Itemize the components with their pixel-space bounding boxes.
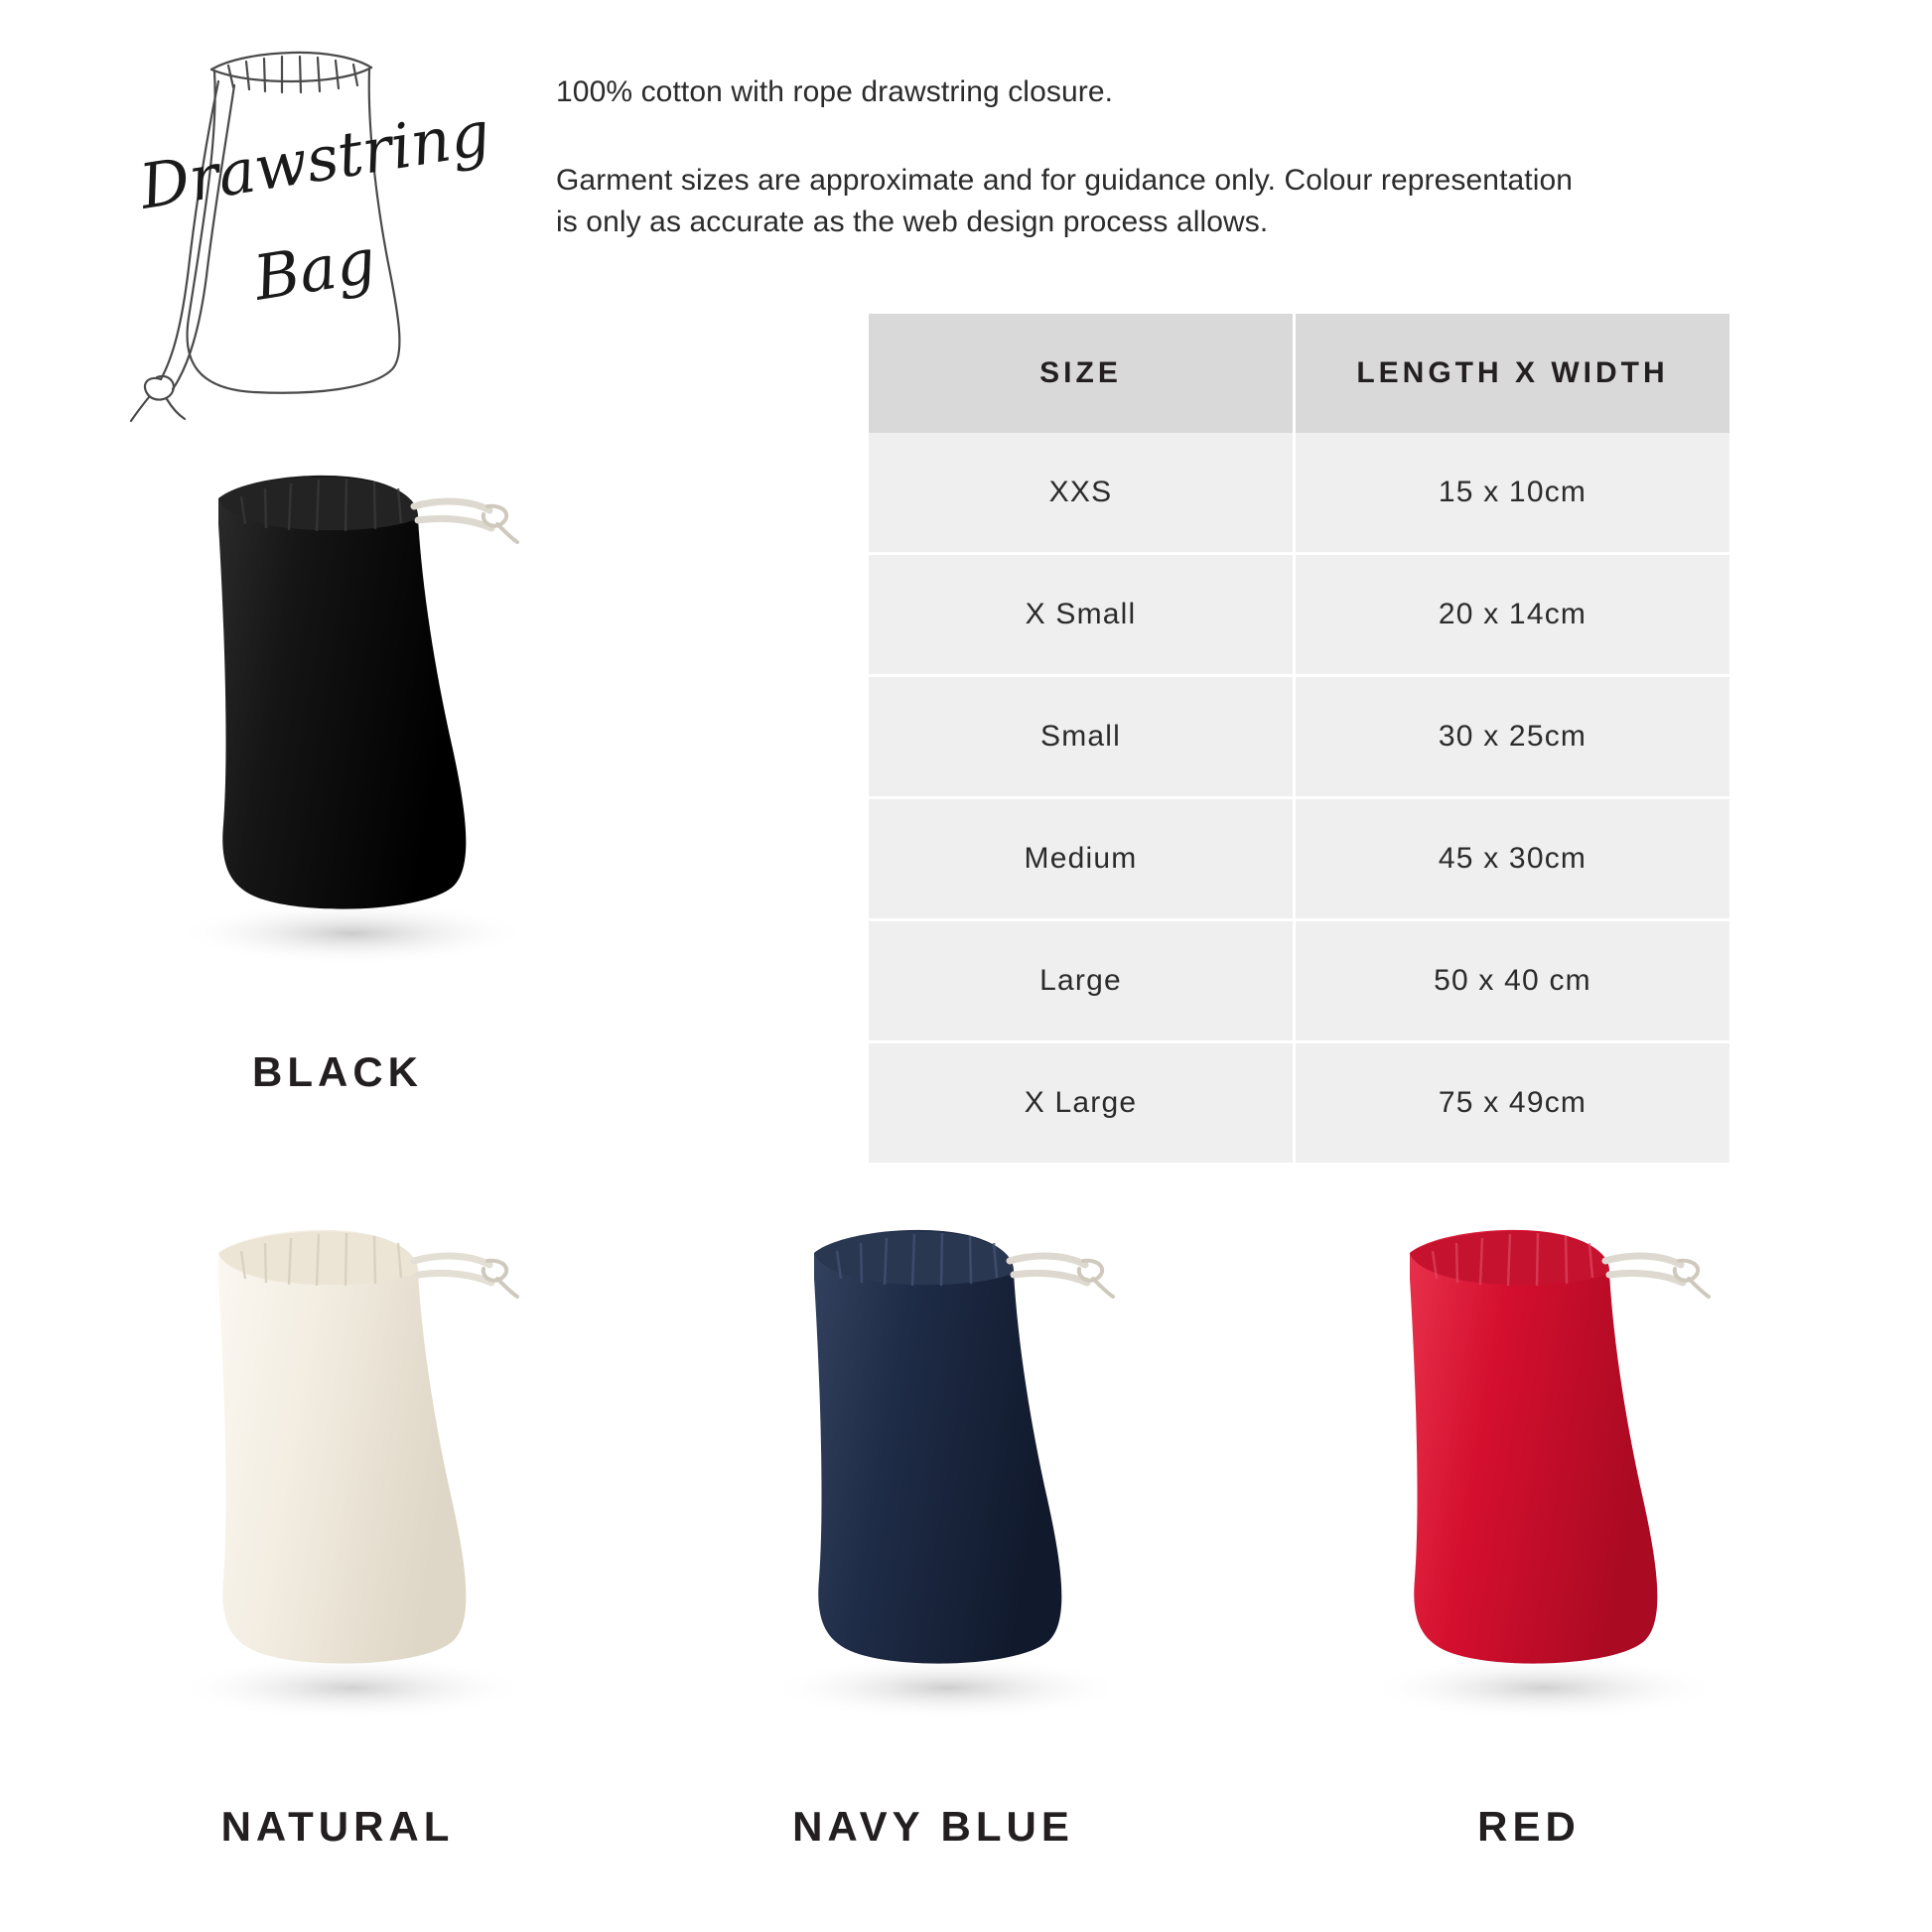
drawstring-bag-photo-icon [124, 1221, 551, 1777]
intro-text [556, 71, 1598, 244]
drawstring-bag-sketch-icon [69, 20, 496, 437]
intro-paragraph-2: Garment sizes are approximate and for guidance only. Colour representation is only as accurate as the web design process allows. [556, 163, 1574, 239]
table-row [869, 1042, 1729, 1164]
table-row [869, 920, 1729, 1042]
bag-image-navy-blue [720, 1221, 1147, 1777]
size-chart-head [869, 314, 1729, 433]
drawstring-bag-photo-icon [124, 467, 551, 1023]
table-row [869, 676, 1729, 798]
cell-dimensions: 15 x 10cm [1295, 433, 1730, 554]
intro-paragraph-1: 100% cotton with rope drawstring closure. [556, 75, 1114, 108]
cell-dimensions: 75 x 49cm [1295, 1042, 1730, 1164]
table-header-row [869, 314, 1729, 433]
bag-image-red [1315, 1221, 1742, 1777]
cell-dimensions: 30 x 25cm [1295, 676, 1730, 798]
product-red [1251, 1221, 1807, 1851]
cell-size: Small [869, 676, 1295, 798]
cell-size: X Small [869, 554, 1295, 676]
product-black [60, 467, 616, 1096]
logo-text-line1: Drawstring [134, 96, 495, 223]
drawstring-bag-photo-icon [720, 1221, 1147, 1777]
product-label-black: BLACK [252, 1048, 423, 1095]
product-navy-blue [655, 1221, 1211, 1851]
column-header-size: SIZE [869, 314, 1295, 433]
drawstring-bag-logo [69, 20, 496, 437]
cell-dimensions: 50 x 40 cm [1295, 920, 1730, 1042]
product-natural [60, 1221, 616, 1851]
table-row [869, 554, 1729, 676]
cell-dimensions: 20 x 14cm [1295, 554, 1730, 676]
cell-size: Medium [869, 798, 1295, 920]
table-row [869, 798, 1729, 920]
bag-image-natural [124, 1221, 551, 1777]
cell-size: Large [869, 920, 1295, 1042]
drawstring-bag-photo-icon [1315, 1221, 1742, 1777]
product-label-red: RED [1477, 1803, 1581, 1850]
table-row [869, 433, 1729, 554]
cell-size: X Large [869, 1042, 1295, 1164]
product-label-natural: NATURAL [220, 1803, 455, 1850]
column-header-length-width: LENGTH X WIDTH [1295, 314, 1730, 433]
logo-text-line2: Bag [248, 223, 381, 315]
cell-size: XXS [869, 433, 1295, 554]
product-label-navy-blue: NAVY BLUE [792, 1803, 1074, 1850]
bag-image-black [124, 467, 551, 1023]
size-chart-table [869, 314, 1729, 1163]
size-chart-body [869, 433, 1729, 1163]
cell-dimensions: 45 x 30cm [1295, 798, 1730, 920]
